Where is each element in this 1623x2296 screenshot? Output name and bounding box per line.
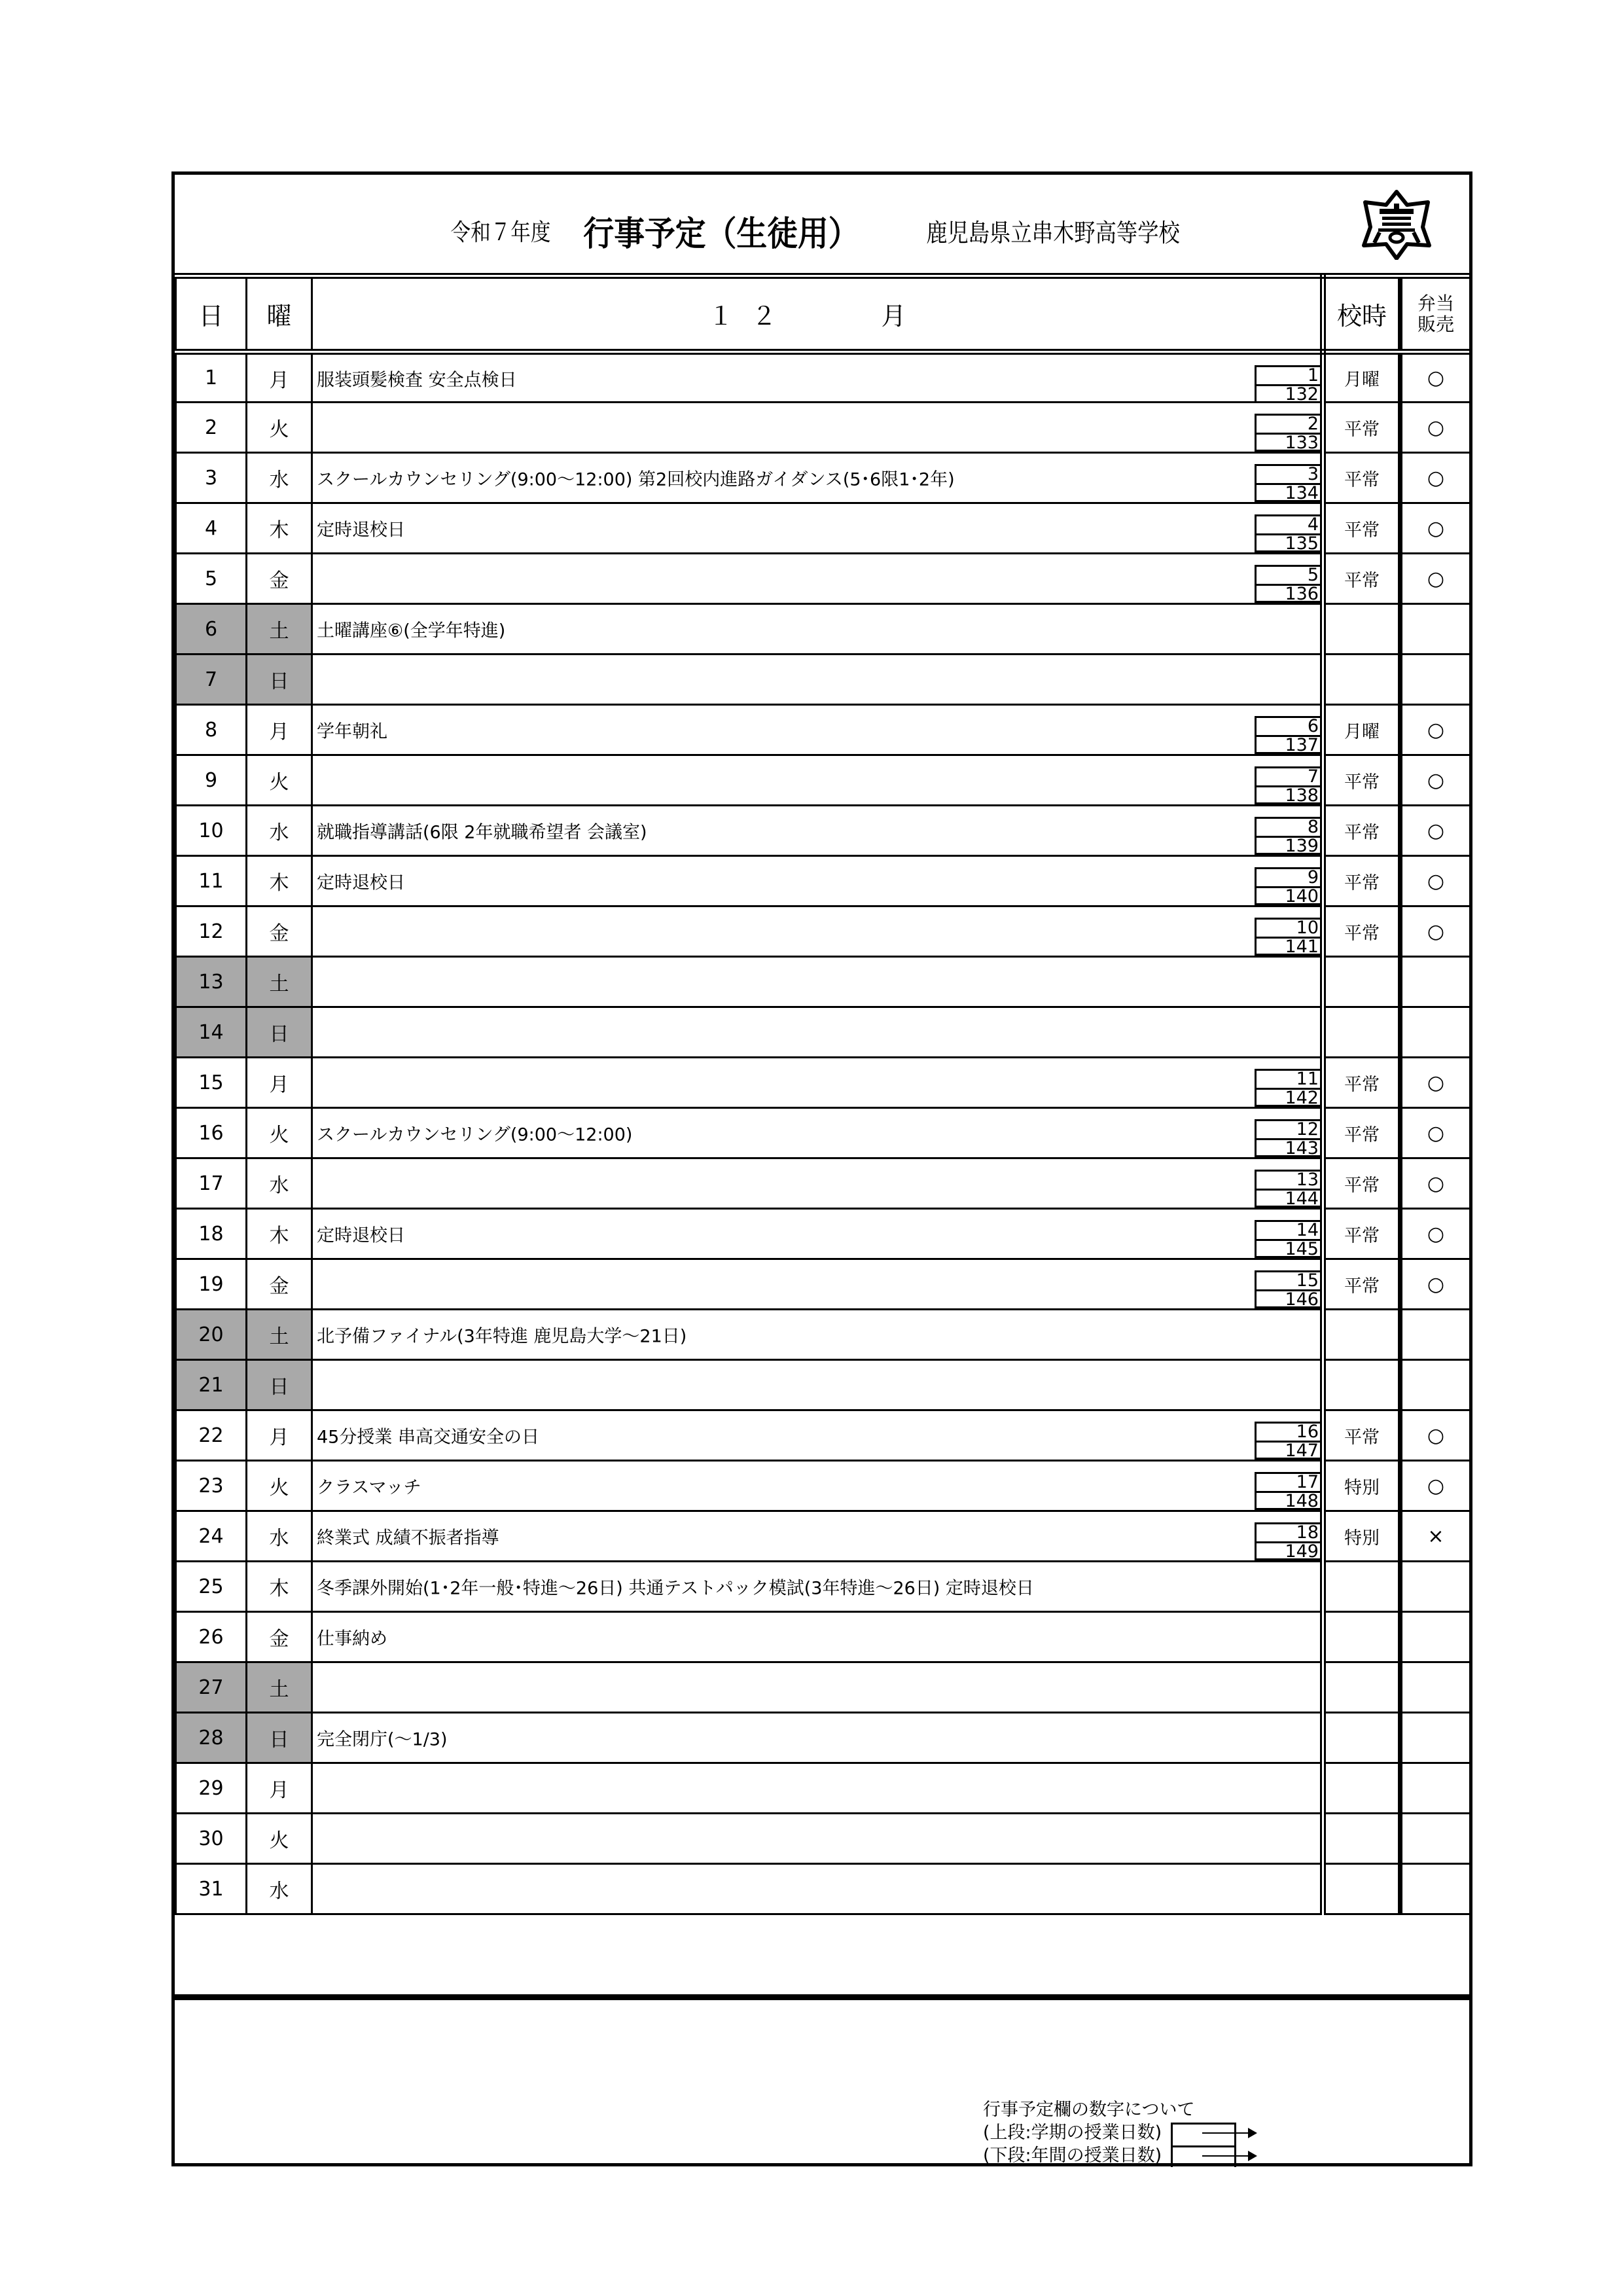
term-day-count: 17 bbox=[1257, 1474, 1320, 1493]
event-cell bbox=[312, 1007, 1323, 1058]
bento-cell: ○ bbox=[1400, 503, 1471, 554]
header-row bbox=[176, 276, 1471, 352]
lesson-day-counter bbox=[1255, 1472, 1320, 1510]
event-cell bbox=[312, 1209, 1323, 1259]
bento-cell: ○ bbox=[1400, 856, 1471, 906]
event-cell bbox=[312, 755, 1323, 806]
lesson-day-counter bbox=[1255, 1422, 1320, 1460]
weekday-cell: 月 bbox=[247, 1058, 312, 1108]
event-cell bbox=[312, 1058, 1323, 1108]
school-hours-cell bbox=[1323, 1562, 1400, 1612]
table-row bbox=[176, 655, 1471, 705]
bento-cell bbox=[1400, 1562, 1471, 1612]
day-cell: 8 bbox=[176, 705, 247, 755]
event-cell bbox=[312, 1511, 1323, 1562]
event-text: スクールカウンセリング(9:00～12:00) bbox=[317, 1124, 633, 1145]
bento-cell bbox=[1400, 1007, 1471, 1058]
bento-cell bbox=[1400, 1713, 1471, 1763]
day-cell: 31 bbox=[176, 1864, 247, 1914]
event-text: 学年朝礼 bbox=[317, 721, 387, 742]
table-row bbox=[176, 1310, 1471, 1360]
school-hours-cell bbox=[1323, 1864, 1400, 1914]
event-cell bbox=[312, 1410, 1323, 1461]
bento-cell: ○ bbox=[1400, 554, 1471, 604]
event-text: スクールカウンセリング(9:00～12:00) 第2回校内進路ガイダンス(5･6限1･2年) bbox=[317, 469, 955, 490]
event-text: 定時退校日 bbox=[317, 520, 405, 541]
weekday-cell: 木 bbox=[247, 1562, 312, 1612]
legend-count-box bbox=[1171, 2123, 1236, 2167]
year-label: 令和７年度 bbox=[450, 219, 551, 246]
event-cell bbox=[312, 1562, 1323, 1612]
event-cell bbox=[312, 403, 1323, 453]
weekday-cell: 木 bbox=[247, 503, 312, 554]
bento-header-line2: 販売 bbox=[1417, 313, 1454, 335]
table-row bbox=[176, 1158, 1471, 1209]
school-crest-icon bbox=[1360, 189, 1433, 260]
school-hours-cell: 平常 bbox=[1323, 403, 1400, 453]
lesson-day-counter bbox=[1255, 918, 1320, 956]
bento-cell: ○ bbox=[1400, 1108, 1471, 1158]
year-day-count: 136 bbox=[1285, 586, 1319, 603]
bento-cell: ○ bbox=[1400, 1259, 1471, 1310]
event-cell bbox=[312, 554, 1323, 604]
event-text: 就職指導講話(6限 2年就職希望者 会議室) bbox=[317, 822, 647, 843]
table-row bbox=[176, 503, 1471, 554]
table-row bbox=[176, 1612, 1471, 1662]
event-text: 服装頭髪検査 安全点検日 bbox=[317, 370, 517, 390]
weekday-cell: 水 bbox=[247, 806, 312, 856]
day-cell: 16 bbox=[176, 1108, 247, 1158]
table-row bbox=[176, 1209, 1471, 1259]
table-row bbox=[176, 856, 1471, 906]
weekday-cell: 土 bbox=[247, 1310, 312, 1360]
table-row bbox=[176, 1108, 1471, 1158]
table-row bbox=[176, 1007, 1471, 1058]
weekday-cell: 土 bbox=[247, 604, 312, 655]
term-day-count: 16 bbox=[1257, 1424, 1320, 1443]
event-cell bbox=[312, 655, 1323, 705]
col-header-day: 日 bbox=[176, 276, 247, 352]
term-day-count: 10 bbox=[1257, 920, 1320, 939]
weekday-cell: 日 bbox=[247, 1007, 312, 1058]
event-text: 定時退校日 bbox=[317, 1225, 405, 1246]
table-row bbox=[176, 1360, 1471, 1410]
event-cell bbox=[312, 604, 1323, 655]
bento-cell bbox=[1400, 1360, 1471, 1410]
term-day-count: 12 bbox=[1257, 1121, 1320, 1140]
day-cell: 12 bbox=[176, 906, 247, 957]
school-hours-cell: 平常 bbox=[1323, 1108, 1400, 1158]
school-hours-cell: 特別 bbox=[1323, 1461, 1400, 1511]
table-row bbox=[176, 755, 1471, 806]
school-hours-cell: 特別 bbox=[1323, 1511, 1400, 1562]
year-day-count: 148 bbox=[1285, 1493, 1319, 1510]
col-header-month: １２ 月 bbox=[312, 276, 1323, 352]
day-cell: 30 bbox=[176, 1814, 247, 1864]
lesson-day-counter bbox=[1255, 1270, 1320, 1308]
table-row bbox=[176, 1410, 1471, 1461]
school-hours-cell: 平常 bbox=[1323, 1410, 1400, 1461]
bento-cell: ○ bbox=[1400, 403, 1471, 453]
day-cell: 26 bbox=[176, 1612, 247, 1662]
day-cell: 10 bbox=[176, 806, 247, 856]
day-cell: 22 bbox=[176, 1410, 247, 1461]
title-block bbox=[175, 175, 1469, 273]
year-day-count: 140 bbox=[1285, 888, 1319, 905]
event-cell bbox=[312, 705, 1323, 755]
year-day-count: 145 bbox=[1285, 1241, 1319, 1258]
school-hours-cell: 平常 bbox=[1323, 755, 1400, 806]
event-cell bbox=[312, 1662, 1323, 1713]
lesson-day-counter bbox=[1255, 1119, 1320, 1157]
weekday-cell: 金 bbox=[247, 1612, 312, 1662]
term-day-count: 4 bbox=[1257, 516, 1320, 535]
school-hours-cell bbox=[1323, 1713, 1400, 1763]
day-cell: 5 bbox=[176, 554, 247, 604]
term-day-count: 9 bbox=[1257, 869, 1320, 888]
col-header-dow: 曜 bbox=[247, 276, 312, 352]
weekday-cell: 木 bbox=[247, 1209, 312, 1259]
bento-cell: ○ bbox=[1400, 906, 1471, 957]
year-day-count: 142 bbox=[1285, 1090, 1319, 1107]
bento-cell: ○ bbox=[1400, 1461, 1471, 1511]
bento-header-line1: 弁当 bbox=[1417, 292, 1454, 314]
bento-cell: ○ bbox=[1400, 1410, 1471, 1461]
weekday-cell: 水 bbox=[247, 453, 312, 503]
bento-cell bbox=[1400, 604, 1471, 655]
event-cell bbox=[312, 1360, 1323, 1410]
table-row bbox=[176, 453, 1471, 503]
day-cell: 24 bbox=[176, 1511, 247, 1562]
event-text: クラスマッチ bbox=[317, 1477, 421, 1498]
bento-cell: ○ bbox=[1400, 1209, 1471, 1259]
col-header-bento bbox=[1400, 276, 1471, 352]
table-row bbox=[176, 906, 1471, 957]
event-cell bbox=[312, 856, 1323, 906]
term-day-count: 1 bbox=[1257, 367, 1320, 386]
day-cell: 14 bbox=[176, 1007, 247, 1058]
bento-cell: ○ bbox=[1400, 352, 1471, 403]
year-day-count: 147 bbox=[1285, 1443, 1319, 1460]
legend-lower: (下段:年間の授業日数) bbox=[983, 2145, 1162, 2166]
year-day-count: 143 bbox=[1285, 1140, 1319, 1157]
term-day-count: 11 bbox=[1257, 1071, 1320, 1090]
weekday-cell: 月 bbox=[247, 1763, 312, 1814]
term-day-count: 5 bbox=[1257, 567, 1320, 586]
day-cell: 6 bbox=[176, 604, 247, 655]
event-cell bbox=[312, 806, 1323, 856]
term-day-count: 13 bbox=[1257, 1172, 1320, 1191]
table-row bbox=[176, 1713, 1471, 1763]
school-hours-cell: 平常 bbox=[1323, 906, 1400, 957]
day-cell: 4 bbox=[176, 503, 247, 554]
bento-cell bbox=[1400, 1864, 1471, 1914]
school-hours-cell: 月曜 bbox=[1323, 352, 1400, 403]
term-day-count: 6 bbox=[1257, 718, 1320, 737]
school-hours-cell: 平常 bbox=[1323, 503, 1400, 554]
school-hours-cell bbox=[1323, 1360, 1400, 1410]
weekday-cell: 水 bbox=[247, 1158, 312, 1209]
school-hours-cell bbox=[1323, 1007, 1400, 1058]
year-day-count: 139 bbox=[1285, 838, 1319, 855]
school-hours-cell bbox=[1323, 655, 1400, 705]
day-cell: 9 bbox=[176, 755, 247, 806]
event-text: 定時退校日 bbox=[317, 872, 405, 893]
table-row bbox=[176, 806, 1471, 856]
bento-cell bbox=[1400, 1814, 1471, 1864]
year-day-count: 149 bbox=[1285, 1543, 1319, 1560]
table-row bbox=[176, 1461, 1471, 1511]
weekday-cell: 火 bbox=[247, 403, 312, 453]
weekday-cell: 月 bbox=[247, 705, 312, 755]
school-hours-cell: 平常 bbox=[1323, 806, 1400, 856]
year-day-count: 138 bbox=[1285, 787, 1319, 804]
bento-cell: ○ bbox=[1400, 1158, 1471, 1209]
lesson-day-counter bbox=[1255, 1069, 1320, 1107]
event-cell bbox=[312, 503, 1323, 554]
lesson-day-counter bbox=[1255, 1220, 1320, 1258]
day-cell: 23 bbox=[176, 1461, 247, 1511]
col-header-school-hours: 校時 bbox=[1323, 276, 1400, 352]
weekday-cell: 木 bbox=[247, 856, 312, 906]
weekday-cell: 日 bbox=[247, 655, 312, 705]
weekday-cell: 火 bbox=[247, 1814, 312, 1864]
day-cell: 25 bbox=[176, 1562, 247, 1612]
event-cell bbox=[312, 1864, 1323, 1914]
page-title: 行事予定（生徒用） bbox=[583, 215, 859, 254]
event-text: 45分授業 串高交通安全の日 bbox=[317, 1427, 539, 1448]
table-row bbox=[176, 957, 1471, 1007]
lesson-day-counter bbox=[1255, 514, 1320, 552]
weekday-cell: 金 bbox=[247, 1259, 312, 1310]
table-row bbox=[176, 1763, 1471, 1814]
year-day-count: 144 bbox=[1285, 1191, 1319, 1208]
table-row bbox=[176, 352, 1471, 403]
footer-area bbox=[175, 1994, 1469, 2169]
term-day-count: 8 bbox=[1257, 819, 1320, 838]
event-cell bbox=[312, 453, 1323, 503]
event-text: 終業式 成績不振者指導 bbox=[317, 1528, 499, 1549]
day-cell: 13 bbox=[176, 957, 247, 1007]
table-row bbox=[176, 1864, 1471, 1914]
bento-cell bbox=[1400, 1612, 1471, 1662]
weekday-cell: 火 bbox=[247, 1461, 312, 1511]
school-hours-cell: 平常 bbox=[1323, 453, 1400, 503]
weekday-cell: 月 bbox=[247, 352, 312, 403]
bento-cell bbox=[1400, 957, 1471, 1007]
event-text: 土曜講座⑥(全学年特進) bbox=[317, 620, 506, 641]
lesson-day-counter bbox=[1255, 365, 1320, 403]
school-hours-cell: 平常 bbox=[1323, 1209, 1400, 1259]
lesson-day-counter bbox=[1255, 1522, 1320, 1560]
weekday-cell: 日 bbox=[247, 1713, 312, 1763]
school-hours-cell: 平常 bbox=[1323, 1058, 1400, 1108]
day-cell: 15 bbox=[176, 1058, 247, 1108]
school-hours-cell: 平常 bbox=[1323, 1259, 1400, 1310]
school-hours-cell bbox=[1323, 1612, 1400, 1662]
day-cell: 2 bbox=[176, 403, 247, 453]
table-row bbox=[176, 1814, 1471, 1864]
weekday-cell: 月 bbox=[247, 1410, 312, 1461]
event-cell bbox=[312, 1713, 1323, 1763]
legend-upper: (上段:学期の授業日数) bbox=[983, 2123, 1162, 2143]
event-cell bbox=[312, 1259, 1323, 1310]
year-day-count: 132 bbox=[1285, 386, 1319, 403]
lesson-day-counter bbox=[1255, 716, 1320, 754]
year-day-count: 146 bbox=[1285, 1291, 1319, 1308]
year-day-count: 137 bbox=[1285, 737, 1319, 754]
schedule-sheet bbox=[171, 171, 1472, 2166]
event-text: 完全閉庁(～1/3) bbox=[317, 1729, 448, 1750]
legend bbox=[983, 2098, 1194, 2167]
event-cell bbox=[312, 957, 1323, 1007]
table-row bbox=[176, 1058, 1471, 1108]
term-day-count: 18 bbox=[1257, 1524, 1320, 1543]
school-name: 鹿児島県立串木野高等学校 bbox=[926, 219, 1180, 247]
weekday-cell: 金 bbox=[247, 906, 312, 957]
bento-cell: ○ bbox=[1400, 806, 1471, 856]
year-day-count: 134 bbox=[1285, 485, 1319, 502]
lesson-day-counter bbox=[1255, 1170, 1320, 1208]
bento-cell bbox=[1400, 1310, 1471, 1360]
table-row bbox=[176, 554, 1471, 604]
event-cell bbox=[312, 1158, 1323, 1209]
bento-cell: ○ bbox=[1400, 1058, 1471, 1108]
school-hours-cell: 平常 bbox=[1323, 1158, 1400, 1209]
event-cell bbox=[312, 1461, 1323, 1511]
lesson-day-counter bbox=[1255, 464, 1320, 502]
event-cell bbox=[312, 352, 1323, 403]
bento-cell: × bbox=[1400, 1511, 1471, 1562]
day-cell: 17 bbox=[176, 1158, 247, 1209]
weekday-cell: 土 bbox=[247, 1662, 312, 1713]
bento-cell: ○ bbox=[1400, 755, 1471, 806]
lesson-day-counter bbox=[1255, 817, 1320, 855]
bento-cell bbox=[1400, 655, 1471, 705]
table-row bbox=[176, 1562, 1471, 1612]
school-hours-cell bbox=[1323, 1310, 1400, 1360]
school-hours-cell bbox=[1323, 1662, 1400, 1713]
table-row bbox=[176, 705, 1471, 755]
event-text: 仕事納め bbox=[317, 1628, 387, 1649]
bento-cell bbox=[1400, 1763, 1471, 1814]
day-cell: 7 bbox=[176, 655, 247, 705]
term-day-count: 14 bbox=[1257, 1222, 1320, 1241]
table-row bbox=[176, 1511, 1471, 1562]
term-day-count: 7 bbox=[1257, 768, 1320, 787]
bento-cell: ○ bbox=[1400, 453, 1471, 503]
bento-cell: ○ bbox=[1400, 705, 1471, 755]
school-hours-cell bbox=[1323, 604, 1400, 655]
event-cell bbox=[312, 1763, 1323, 1814]
event-cell bbox=[312, 1310, 1323, 1360]
lesson-day-counter bbox=[1255, 414, 1320, 452]
table-row bbox=[176, 1259, 1471, 1310]
school-hours-cell bbox=[1323, 1814, 1400, 1864]
year-day-count: 133 bbox=[1285, 435, 1319, 452]
school-hours-cell bbox=[1323, 957, 1400, 1007]
day-cell: 28 bbox=[176, 1713, 247, 1763]
school-hours-cell bbox=[1323, 1763, 1400, 1814]
event-text: 冬季課外開始(1･2年一般･特進～26日) 共通テストパック模試(3年特進～26日) 定時退校日 bbox=[317, 1578, 1034, 1599]
schedule-table bbox=[175, 273, 1471, 1915]
weekday-cell: 火 bbox=[247, 1108, 312, 1158]
event-cell bbox=[312, 1612, 1323, 1662]
day-cell: 20 bbox=[176, 1310, 247, 1360]
lesson-day-counter bbox=[1255, 565, 1320, 603]
lesson-day-counter bbox=[1255, 867, 1320, 905]
table-row bbox=[176, 1662, 1471, 1713]
day-cell: 27 bbox=[176, 1662, 247, 1713]
weekday-cell: 火 bbox=[247, 755, 312, 806]
weekday-cell: 水 bbox=[247, 1511, 312, 1562]
day-cell: 21 bbox=[176, 1360, 247, 1410]
term-day-count: 3 bbox=[1257, 466, 1320, 485]
table-row bbox=[176, 604, 1471, 655]
event-text: 北予備ファイナル(3年特進 鹿児島大学～21日) bbox=[317, 1326, 687, 1347]
day-cell: 3 bbox=[176, 453, 247, 503]
weekday-cell: 土 bbox=[247, 957, 312, 1007]
school-hours-cell: 平常 bbox=[1323, 554, 1400, 604]
day-cell: 18 bbox=[176, 1209, 247, 1259]
school-hours-cell: 月曜 bbox=[1323, 705, 1400, 755]
day-cell: 29 bbox=[176, 1763, 247, 1814]
weekday-cell: 金 bbox=[247, 554, 312, 604]
year-day-count: 135 bbox=[1285, 535, 1319, 552]
day-cell: 11 bbox=[176, 856, 247, 906]
legend-title: 行事予定欄の数字について bbox=[983, 2100, 1195, 2120]
school-hours-cell: 平常 bbox=[1323, 856, 1400, 906]
weekday-cell: 日 bbox=[247, 1360, 312, 1410]
event-cell bbox=[312, 1108, 1323, 1158]
weekday-cell: 水 bbox=[247, 1864, 312, 1914]
day-cell: 1 bbox=[176, 352, 247, 403]
event-cell bbox=[312, 1814, 1323, 1864]
bento-cell bbox=[1400, 1662, 1471, 1713]
day-cell: 19 bbox=[176, 1259, 247, 1310]
term-day-count: 15 bbox=[1257, 1272, 1320, 1291]
event-cell bbox=[312, 906, 1323, 957]
term-day-count: 2 bbox=[1257, 416, 1320, 435]
lesson-day-counter bbox=[1255, 766, 1320, 804]
year-day-count: 141 bbox=[1285, 939, 1319, 956]
table-row bbox=[176, 403, 1471, 453]
